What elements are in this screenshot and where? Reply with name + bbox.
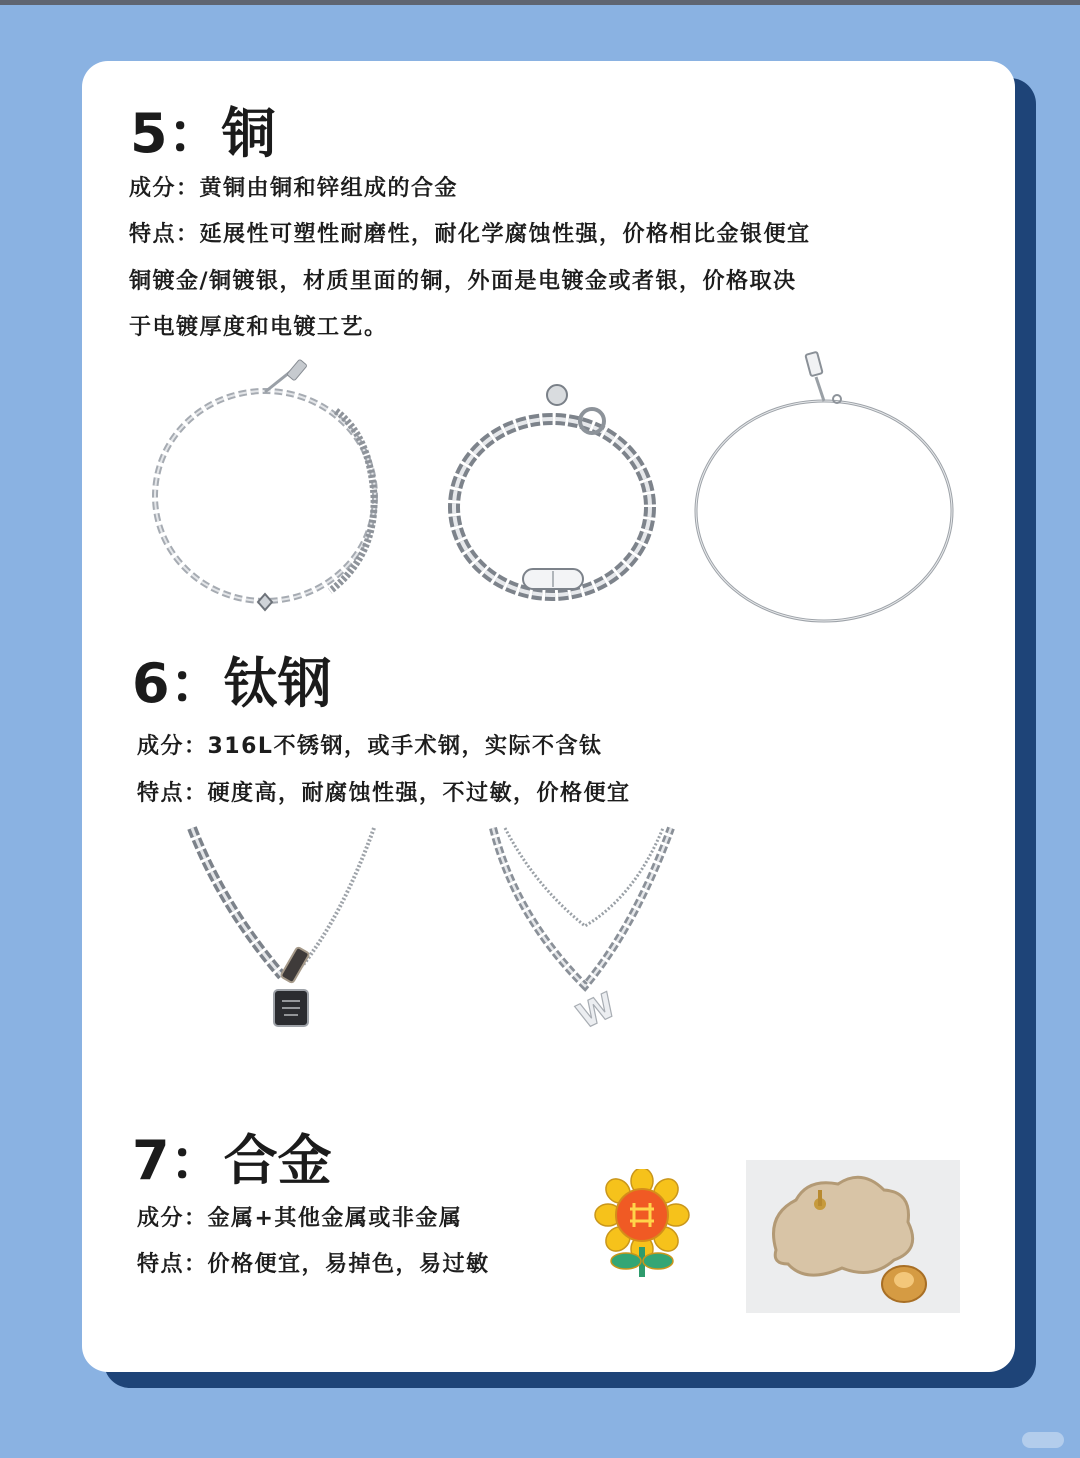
cuban-chain-bracelet-image — [437, 379, 667, 609]
copper-plating: 铜镀金/铜镀银，材质里面的铜，外面是电镀金或者银，价格取决 — [129, 269, 797, 294]
alloy-composition: 成分：金属+其他金属或非金属 — [137, 1206, 463, 1231]
copper-composition: 成分：黄铜由铜和锌组成的合金 — [129, 176, 459, 201]
copper-plating-cont: 于电镀厚度和电镀工艺。 — [129, 315, 388, 340]
steel-features: 特点：硬度高，耐腐蚀性强，不过敏，价格便宜 — [137, 781, 631, 806]
heading-alloy: 7：合金 — [132, 1129, 332, 1192]
heading-copper: 5：铜 — [130, 102, 276, 165]
alloy-features: 特点：价格便宜，易掉色，易过敏 — [137, 1252, 490, 1277]
w-pendant-letter: W — [571, 985, 622, 1038]
watermark-badge — [1022, 1432, 1064, 1448]
steel-composition: 成分：316L不锈钢，或手术钢，实际不含钛 — [137, 734, 603, 759]
copper-features: 特点：延展性可塑性耐磨性，耐化学腐蚀性强，价格相比金银便宜 — [129, 222, 811, 247]
thin-snake-chain-image — [692, 351, 957, 631]
content-card — [82, 61, 1015, 1372]
mixed-chain-bracelet-image — [140, 356, 390, 616]
gold-cloud-pin-back-image — [746, 1160, 960, 1313]
tag-pendant-necklace-image — [182, 826, 382, 1031]
top-strip — [0, 0, 1080, 5]
w-pendant-necklace-image — [485, 826, 685, 1041]
sunflower-enamel-pin-image — [586, 1169, 698, 1281]
heading-titanium-steel: 6：钛钢 — [132, 652, 332, 715]
